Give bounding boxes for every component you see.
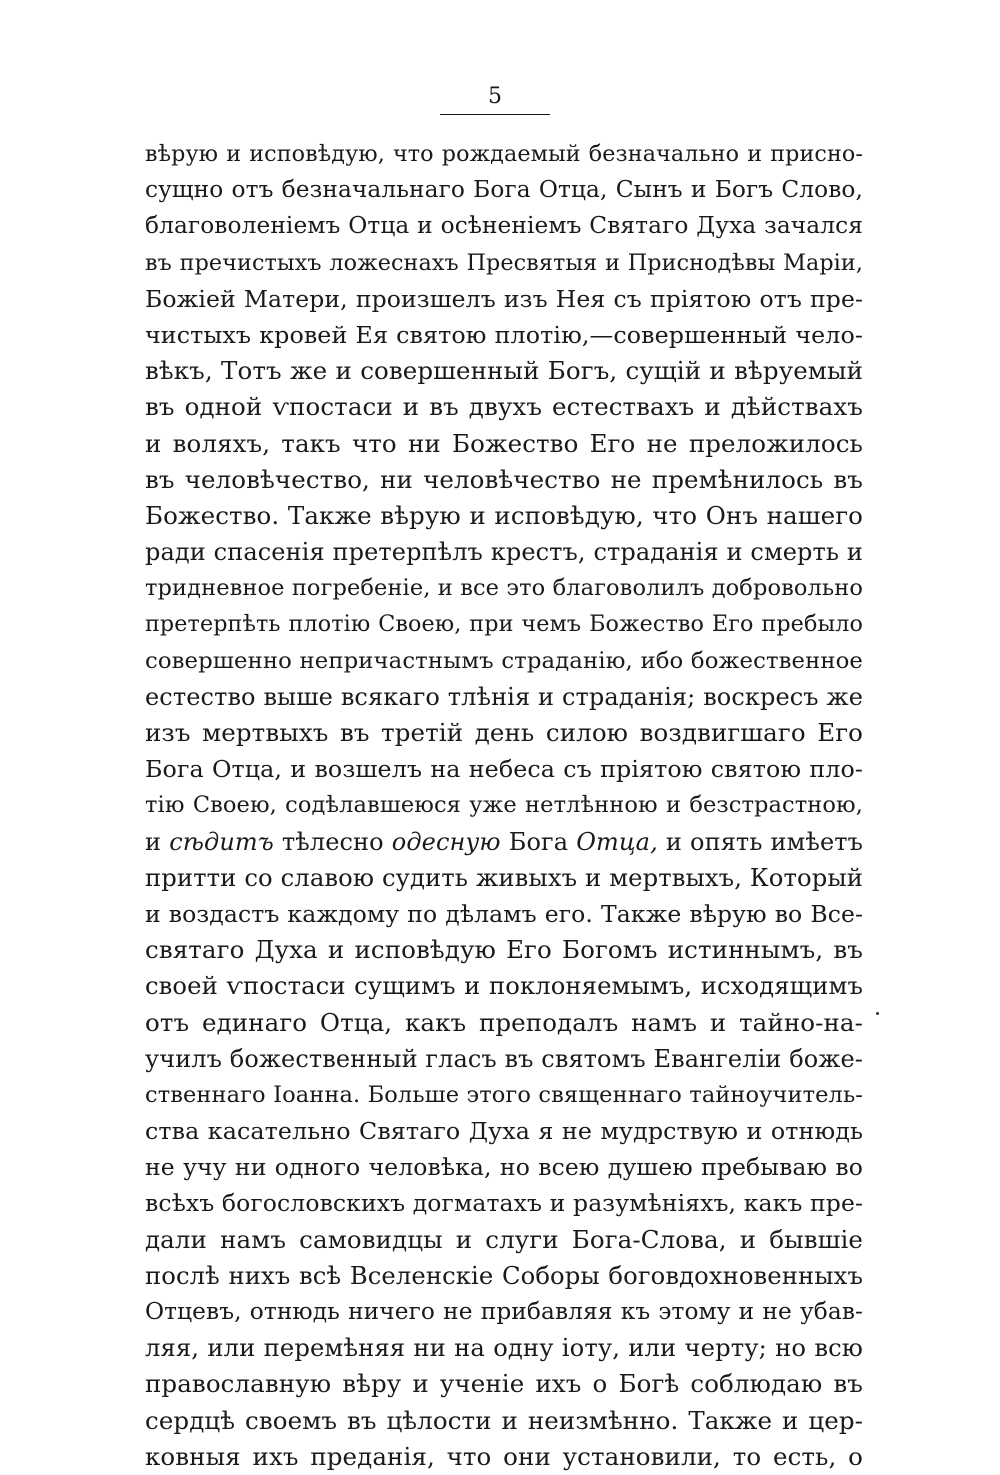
text-line: всѣхъ богословскихъ догматахъ и разумѣніяхъ, какъ пре- bbox=[145, 1189, 863, 1218]
page-number: 5 bbox=[488, 84, 502, 109]
text-line: Бога Отца, и возшелъ на небеса съ пріятою святою пло- bbox=[145, 755, 863, 784]
text-segment: и bbox=[145, 827, 162, 856]
text-line: и воздастъ каждому по дѣламъ его. Также вѣрую во Все- bbox=[145, 899, 863, 928]
text-segment: тѣлесно bbox=[281, 827, 384, 856]
text-line: Божество. Также вѣрую и исповѣдую, что Онъ нашего bbox=[145, 500, 863, 530]
text-line: тридневное погребеніе, и все это благоволилъ добровольно bbox=[145, 575, 863, 602]
text-line: ради спасенія претерпѣлъ крестъ, страданія и смерть и bbox=[145, 538, 863, 567]
text-line: въ одной ѵпостаси и въ двухъ естествахъ и дѣйствахъ bbox=[145, 392, 863, 422]
header-rule bbox=[440, 114, 550, 115]
text-line: Отцевъ, отнюдь ничего не прибавляя къ этому и не убав- bbox=[145, 1298, 863, 1325]
text-line: ственнаго Іоанна. Больше этого священнаго тайноучитель- bbox=[145, 1081, 863, 1108]
text-line: дали намъ самовидцы и слуги Бога-Слова, и бывшіе bbox=[145, 1224, 863, 1254]
text-line: отъ единаго Отца, какъ преподалъ намъ и тайно-на- bbox=[145, 1007, 863, 1037]
italic-word: одесную bbox=[391, 827, 501, 856]
text-line: сущно отъ безначальнаго Бога Отца, Сынъ и Богъ Слово, bbox=[145, 176, 863, 204]
text-line: своей ѵпостаси сущимъ и поклоняемымъ, исходящимъ bbox=[145, 971, 863, 1001]
text-line: послѣ нихъ всѣ Вселенскіе Соборы боговдохновенныхъ bbox=[145, 1260, 863, 1290]
text-line: Божіей Матери, произшелъ изъ Нея съ пріятою отъ пре- bbox=[145, 284, 863, 313]
body-text bbox=[145, 136, 863, 1475]
text-line: ковныя ихъ преданія, что они установили, то есть, о bbox=[145, 1441, 863, 1471]
italic-word: сѣдитъ bbox=[169, 827, 274, 856]
text-line: благоволеніемъ Отца и осѣненіемъ Святаго Духа зачался bbox=[145, 212, 863, 240]
text-line-mixed bbox=[145, 824, 863, 860]
text-line: чистыхъ кровей Ея святою плотію,—совершенный чело- bbox=[145, 320, 863, 349]
text-line: тію Своею, содѣлавшеюся уже нетлѣнною и безстрастною, bbox=[145, 792, 863, 819]
text-line: сердцѣ своемъ въ цѣлости и неизмѣнно. Также и цер- bbox=[145, 1405, 863, 1435]
text-line: вѣрую и исповѣдую, что рождаемый безначально и присно- bbox=[145, 141, 863, 167]
page-header bbox=[440, 84, 550, 115]
text-line: не учу ни одного человѣка, но всею душею пребываю во bbox=[145, 1153, 863, 1182]
text-line: естество выше всякаго тлѣнія и страданія; воскресъ же bbox=[145, 682, 863, 711]
text-line: притти со славою судить живыхъ и мертвыхъ, Который bbox=[145, 862, 863, 892]
text-line: изъ мертвыхъ въ третій день силою воздвигшаго Его bbox=[145, 718, 863, 747]
text-line: и воляхъ, такъ что ни Божество Его не преложилось bbox=[145, 428, 863, 458]
margin-speck bbox=[876, 1012, 879, 1015]
text-line: въ пречистыхъ ложеснахъ Пресвятыя и Приснодѣвы Маріи, bbox=[145, 249, 863, 276]
text-line: совершенно непричастнымъ страданію, ибо божественное bbox=[145, 647, 863, 674]
text-line: ства касательно Святаго Духа я не мудрствую и отнюдь bbox=[145, 1117, 863, 1146]
text-segment: Бога bbox=[508, 827, 569, 856]
text-line: вѣкъ, Тотъ же и совершенный Богъ, сущій и вѣруемый bbox=[145, 356, 863, 386]
text-line: училъ божественный гласъ въ святомъ Евангеліи боже- bbox=[145, 1044, 863, 1073]
text-line: претерпѣть плотію Своею, при чемъ Божество Его пребыло bbox=[145, 611, 863, 638]
text-line: православную вѣру и ученіе ихъ о Богѣ соблюдаю въ bbox=[145, 1369, 863, 1399]
text-line: святаго Духа и исповѣдую Его Богомъ истиннымъ, въ bbox=[145, 935, 863, 965]
text-line: въ человѣчество, ни человѣчество не премѣнилось въ bbox=[145, 464, 863, 494]
text-segment: и опять имѣетъ bbox=[665, 827, 864, 856]
text-line: ляя, или перемѣняя ни на одну іоту, или черту; но всю bbox=[145, 1333, 863, 1363]
italic-word: Отца, bbox=[576, 827, 658, 856]
